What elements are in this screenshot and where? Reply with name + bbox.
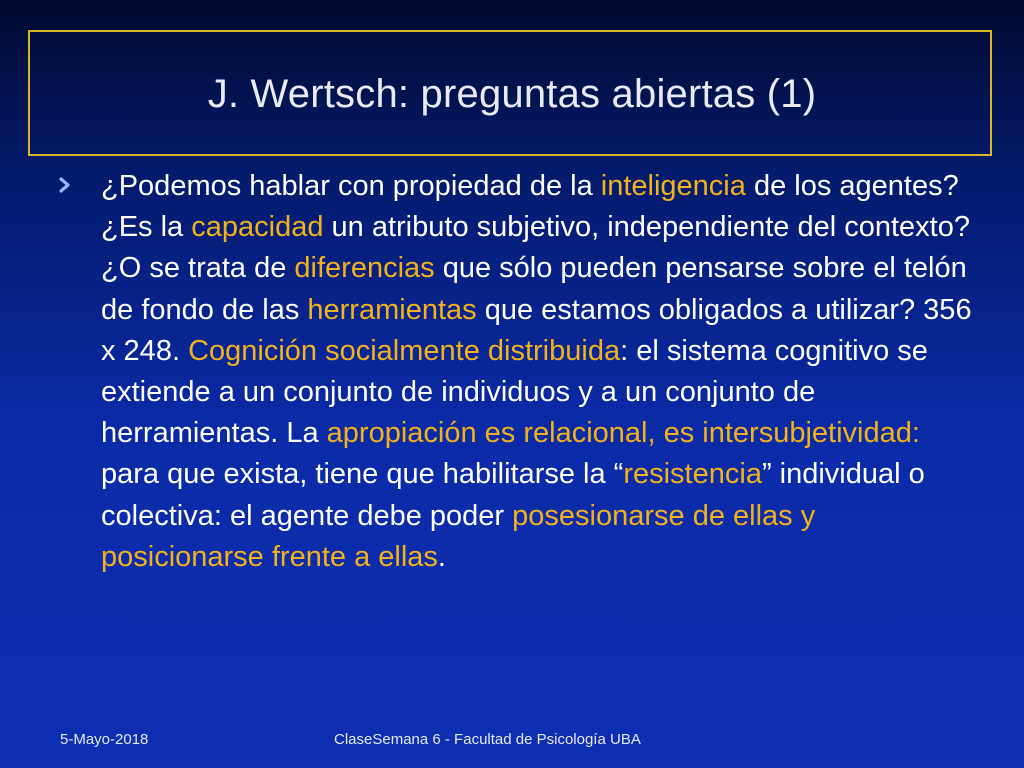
body-segment: de los agentes? ¿Es la [101,170,959,244]
highlight-term: inteligencia [600,170,746,202]
body-segment: para que exista, tiene que habilitarse la “ [101,458,624,491]
bullet-text [101,166,981,578]
footer-caption: ClaseSemana 6 - Facultad de Psicología UBA [334,731,641,748]
body-segment: ¿Podemos hablar con propiedad de la [101,170,601,202]
body-segment: que estamos obligados a utilizar? 356 x 248. [101,293,972,367]
body-segment: . [437,540,446,573]
highlight-term: Cognición socialmente distribuida [188,334,621,367]
highlight-term: capacidad [191,211,324,244]
chevron-right-icon [58,177,74,193]
highlight-term: resistencia [623,458,762,491]
body-segment: un atributo subjetivo, independiente del contexto? ¿O se trata de [101,211,970,285]
body-segment: que sólo pueden pensarse sobre el telón de fondo de las [101,252,967,326]
slide-title: J. Wertsch: preguntas abiertas (1) [207,72,817,116]
highlight-term: posesionarse de ellas y posicionarse frente a ellas [101,499,816,573]
highlight-term: diferencias [294,252,435,285]
highlight-term: apropiación es relacional, es intersubjetividad: [326,417,920,450]
footer-date: 5-Mayo-2018 [60,731,149,748]
body-segment: ” individual o colectiva: el agente debe poder [101,458,925,532]
highlight-term: herramientas [307,293,477,326]
body-segment: : el sistema cognitivo se extiende a un conjunto de individuos y a un conjunto de herramientas. La [101,334,928,450]
